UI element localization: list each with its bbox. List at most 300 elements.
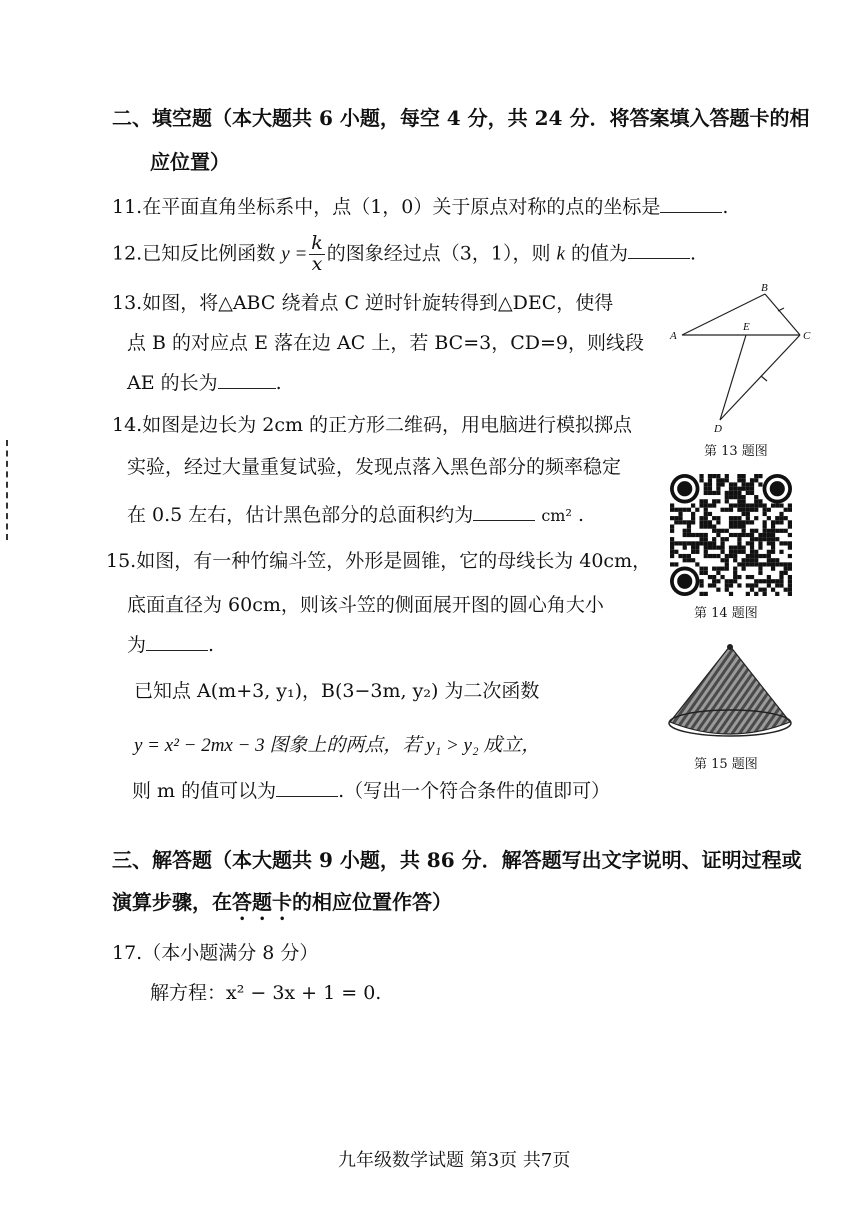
qr-module <box>691 503 695 507</box>
qr-module <box>695 546 699 550</box>
qr-module <box>750 550 754 554</box>
qr-module <box>712 499 716 503</box>
segment-CD <box>720 335 800 420</box>
section3-text-a: 演算步骤，在 <box>112 890 232 914</box>
qr-module <box>746 491 750 495</box>
qr-module <box>704 541 708 545</box>
qr-module <box>683 508 687 512</box>
qr-module <box>683 520 687 524</box>
qr-module <box>699 567 703 571</box>
qr-module <box>708 491 712 495</box>
qr-module <box>788 546 792 550</box>
qr-module <box>716 482 720 486</box>
qr-module <box>712 491 716 495</box>
qr-module <box>704 567 708 571</box>
answer-blank-16 <box>276 795 338 797</box>
qr-module <box>704 537 708 541</box>
qr-module <box>708 482 712 486</box>
question-11-text: 11.在平面直角坐标系中，点（1，0）关于原点对称的点的坐标是 <box>112 196 661 218</box>
qr-module <box>742 533 746 537</box>
question-12-variable: k <box>556 243 565 265</box>
qr-module <box>746 516 750 520</box>
qr-module <box>788 524 792 528</box>
qr-module <box>737 533 741 537</box>
qr-module <box>767 533 771 537</box>
qr-module <box>763 562 767 566</box>
qr-module <box>725 537 729 541</box>
qr-module <box>737 516 741 520</box>
qr-module <box>704 550 708 554</box>
qr-module <box>716 516 720 520</box>
qr-module <box>742 508 746 512</box>
qr-module <box>767 541 771 545</box>
qr-module <box>788 541 792 545</box>
qr-module <box>733 482 737 486</box>
qr-module <box>779 516 783 520</box>
qr-module <box>771 503 775 507</box>
qr-module <box>720 482 724 486</box>
question-14-text: 在 0.5 左右，估计黑色部分的总面积约为 <box>127 504 474 526</box>
answer-blank-13 <box>218 387 276 389</box>
qr-module <box>771 520 775 524</box>
qr-module <box>716 579 720 583</box>
qr-module <box>775 516 779 520</box>
qr-module <box>742 529 746 533</box>
qr-module <box>742 474 746 478</box>
qr-module <box>779 579 783 583</box>
qr-module <box>737 478 741 482</box>
qr-module <box>729 546 733 550</box>
qr-module <box>729 524 733 528</box>
question-12-text-2: 的值为 <box>571 242 629 265</box>
qr-module <box>725 478 729 482</box>
qr-module <box>763 533 767 537</box>
qr-module <box>725 579 729 583</box>
qr-module <box>775 537 779 541</box>
qr-module <box>712 537 716 541</box>
figure-15-bamboo-hat <box>664 640 796 750</box>
qr-module <box>733 550 737 554</box>
qr-module <box>699 516 703 520</box>
qr-module <box>758 571 762 575</box>
question-14-line2: 实验，经过大量重复试验，发现点落入黑色部分的频率稳定 <box>127 456 622 478</box>
qr-module <box>784 508 788 512</box>
qr-module <box>750 541 754 545</box>
question-12-prefix: 12.已知反比例函数 <box>112 242 276 265</box>
qr-module <box>674 562 678 566</box>
figure-13-triangles <box>668 280 818 435</box>
qr-module <box>729 550 733 554</box>
qr-module <box>716 487 720 491</box>
qr-module <box>720 529 724 533</box>
qr-module <box>737 503 741 507</box>
qr-module <box>771 524 775 528</box>
qr-module <box>754 503 758 507</box>
qr-module <box>763 508 767 512</box>
qr-module <box>750 508 754 512</box>
qr-module <box>699 499 703 503</box>
qr-module <box>775 562 779 566</box>
qr-module <box>771 533 775 537</box>
qr-module <box>763 524 767 528</box>
qr-module <box>687 529 691 533</box>
qr-module <box>699 520 703 524</box>
qr-module <box>779 512 783 516</box>
qr-module <box>754 554 758 558</box>
qr-module <box>754 537 758 541</box>
qr-module <box>763 512 767 516</box>
question-15-end: . <box>208 634 215 656</box>
qr-module <box>771 588 775 592</box>
qr-module <box>670 554 674 558</box>
qr-module <box>729 554 733 558</box>
qr-module <box>754 499 758 503</box>
qr-module <box>737 495 741 499</box>
question-12 <box>112 234 696 275</box>
qr-module <box>746 554 750 558</box>
qr-module <box>775 503 779 507</box>
qr-module <box>788 575 792 579</box>
fraction-numerator: k <box>311 232 323 254</box>
qr-module <box>763 554 767 558</box>
qr-module <box>725 562 729 566</box>
qr-module <box>763 520 767 524</box>
qr-module <box>712 474 716 478</box>
qr-module <box>674 541 678 545</box>
section3-text-c: 的相应位置作答） <box>292 890 452 914</box>
qr-module <box>746 508 750 512</box>
qr-module <box>779 571 783 575</box>
qr-module <box>678 541 682 545</box>
qr-module <box>683 558 687 562</box>
question-17-body: 解方程：x² − 3x + 1 = 0. <box>150 982 382 1004</box>
qr-module <box>737 537 741 541</box>
qr-module <box>733 503 737 507</box>
qr-module <box>695 550 699 554</box>
qr-module <box>742 495 746 499</box>
question-13-line3 <box>127 374 282 393</box>
qr-module <box>699 474 703 478</box>
qr-module <box>750 554 754 558</box>
qr-module <box>733 571 737 575</box>
qr-module <box>758 537 762 541</box>
qr-module <box>784 529 788 533</box>
qr-module <box>699 541 703 545</box>
qr-module <box>750 503 754 507</box>
qr-module <box>699 533 703 537</box>
qr-module <box>754 550 758 554</box>
qr-module <box>712 567 716 571</box>
qr-module <box>750 575 754 579</box>
qr-module <box>754 529 758 533</box>
qr-module <box>712 583 716 587</box>
qr-module <box>670 503 674 507</box>
qr-module <box>683 554 687 558</box>
qr-module <box>725 499 729 503</box>
question-13-line1: 13.如图，将△ABC 绕着点 C 逆时针旋转得到△DEC，使得 <box>112 292 614 314</box>
qr-module <box>704 503 708 507</box>
qr-module <box>683 541 687 545</box>
qr-module <box>678 512 682 516</box>
qr-module <box>729 579 733 583</box>
qr-module <box>767 554 771 558</box>
qr-module <box>742 487 746 491</box>
qr-module <box>763 588 767 592</box>
qr-finder-pattern <box>770 481 785 496</box>
qr-module <box>771 546 775 550</box>
qr-module <box>758 541 762 545</box>
qr-module <box>729 533 733 537</box>
qr-module <box>754 592 758 596</box>
qr-module <box>691 520 695 524</box>
qr-module <box>767 558 771 562</box>
answer-blank-11 <box>660 211 722 213</box>
qr-module <box>725 529 729 533</box>
qr-module <box>733 554 737 558</box>
answer-blank-14 <box>473 519 535 521</box>
qr-module <box>716 520 720 524</box>
qr-module <box>737 541 741 545</box>
label-D: D <box>714 423 722 435</box>
qr-module <box>678 508 682 512</box>
qr-module <box>784 516 788 520</box>
question-13-line2: 点 B 的对应点 E 落在边 AC 上，若 BC=3，CD=9，则线段 <box>127 332 645 354</box>
fraction-denominator: x <box>311 252 323 275</box>
qr-module <box>754 508 758 512</box>
qr-module <box>699 579 703 583</box>
qr-module <box>691 533 695 537</box>
qr-module <box>758 567 762 571</box>
qr-module <box>788 520 792 524</box>
qr-module <box>678 554 682 558</box>
qr-module <box>742 550 746 554</box>
question-12-function: y = <box>281 243 308 265</box>
qr-module <box>695 562 699 566</box>
qr-module <box>687 533 691 537</box>
qr-module <box>758 579 762 583</box>
qr-module <box>691 541 695 545</box>
page-footer: 九年级数学试题 第3页 共7页 <box>338 1150 571 1171</box>
qr-module <box>670 529 674 533</box>
qr-module <box>708 554 712 558</box>
qr-module <box>725 554 729 558</box>
qr-module <box>788 583 792 587</box>
qr-module <box>691 558 695 562</box>
qr-module <box>788 533 792 537</box>
qr-module <box>733 520 737 524</box>
qr-module <box>758 562 762 566</box>
question-14-line3 <box>127 506 584 525</box>
answer-blank-15 <box>146 649 208 651</box>
qr-module <box>775 583 779 587</box>
qr-module <box>750 529 754 533</box>
qr-module <box>750 588 754 592</box>
qr-module <box>704 520 708 524</box>
qr-module <box>737 499 741 503</box>
qr-module <box>750 562 754 566</box>
qr-module <box>742 499 746 503</box>
qr-module <box>746 503 750 507</box>
qr-module <box>683 533 687 537</box>
qr-module <box>691 546 695 550</box>
qr-module <box>716 474 720 478</box>
qr-module <box>767 516 771 520</box>
qr-module <box>737 583 741 587</box>
qr-module <box>771 529 775 533</box>
qr-module <box>746 520 750 524</box>
qr-module <box>779 529 783 533</box>
qr-module <box>733 575 737 579</box>
qr-module <box>767 575 771 579</box>
qr-module <box>746 541 750 545</box>
qr-module <box>754 579 758 583</box>
qr-module <box>758 533 762 537</box>
segment-AB <box>682 294 765 335</box>
qr-module <box>746 533 750 537</box>
question-15-line1: 15.如图，有一种竹编斗笠，外形是圆锥，它的母线长为 40cm， <box>106 550 652 572</box>
qr-module <box>725 508 729 512</box>
qr-module <box>670 546 674 550</box>
qr-module <box>712 579 716 583</box>
qr-module <box>716 491 720 495</box>
qr-module <box>784 588 788 592</box>
qr-module <box>691 516 695 520</box>
qr-module <box>678 516 682 520</box>
qr-module <box>771 558 775 562</box>
qr-module <box>775 592 779 596</box>
qr-module <box>708 541 712 545</box>
qr-module <box>674 520 678 524</box>
qr-module <box>784 567 788 571</box>
question-16-line3 <box>132 782 610 801</box>
qr-module <box>729 516 733 520</box>
qr-module <box>779 575 783 579</box>
qr-module <box>771 550 775 554</box>
qr-module <box>779 520 783 524</box>
qr-module <box>733 558 737 562</box>
qr-module <box>704 524 708 528</box>
qr-module <box>678 520 682 524</box>
qr-module <box>733 491 737 495</box>
hat-cone <box>670 646 790 734</box>
qr-finder-pattern <box>677 574 692 589</box>
qr-module <box>704 533 708 537</box>
question-16-end: .（写出一个符合条件的值即可） <box>338 780 611 802</box>
qr-module <box>712 546 716 550</box>
qr-module <box>754 562 758 566</box>
qr-module <box>737 550 741 554</box>
qr-module <box>767 583 771 587</box>
qr-module <box>742 503 746 507</box>
qr-module <box>750 558 754 562</box>
qr-module <box>699 583 703 587</box>
qr-module <box>670 516 674 520</box>
qr-module <box>746 482 750 486</box>
qr-module <box>683 529 687 533</box>
label-B: B <box>761 282 768 294</box>
question-13-end: . <box>275 372 282 394</box>
qr-module <box>708 524 712 528</box>
question-16-line2: y = x² − 2mx − 3 图象上的两点，若 y₁ > y₂ 成立， <box>134 735 541 756</box>
qr-module <box>746 583 750 587</box>
qr-module <box>750 491 754 495</box>
qr-module <box>670 537 674 541</box>
qr-module <box>750 482 754 486</box>
qr-module <box>725 588 729 592</box>
qr-module <box>720 558 724 562</box>
qr-module <box>695 508 699 512</box>
qr-module <box>720 567 724 571</box>
qr-module <box>704 499 708 503</box>
qr-module <box>729 583 733 587</box>
qr-module <box>720 508 724 512</box>
qr-module <box>712 554 716 558</box>
label-E: E <box>743 321 750 333</box>
qr-module <box>779 503 783 507</box>
qr-module <box>758 482 762 486</box>
qr-module <box>750 537 754 541</box>
qr-module <box>758 554 762 558</box>
qr-module <box>746 558 750 562</box>
qr-module <box>670 541 674 545</box>
section3-title: 三、解答题（本大题共 9 小题，共 86 分．解答题写出文字说明、证明过程或 <box>112 848 802 872</box>
qr-module <box>737 575 741 579</box>
qr-module <box>725 474 729 478</box>
qr-module <box>779 583 783 587</box>
qr-module <box>712 524 716 528</box>
qr-module <box>737 508 741 512</box>
qr-module <box>779 541 783 545</box>
qr-module <box>737 562 741 566</box>
qr-module <box>754 583 758 587</box>
qr-module <box>767 508 771 512</box>
qr-module <box>708 503 712 507</box>
qr-module <box>704 512 708 516</box>
qr-module <box>788 508 792 512</box>
qr-module <box>763 592 767 596</box>
qr-module <box>763 503 767 507</box>
qr-module <box>771 579 775 583</box>
question-11-end: . <box>722 196 729 218</box>
qr-module <box>687 520 691 524</box>
qr-module <box>729 503 733 507</box>
qr-module <box>750 487 754 491</box>
qr-module <box>742 524 746 528</box>
qr-module <box>720 575 724 579</box>
qr-module <box>670 524 674 528</box>
qr-module <box>691 512 695 516</box>
segment-BC <box>765 294 800 335</box>
qr-module <box>767 562 771 566</box>
answer-blank-12 <box>628 257 690 259</box>
qr-module <box>754 495 758 499</box>
qr-module <box>708 474 712 478</box>
qr-module <box>733 567 737 571</box>
qr-module <box>725 491 729 495</box>
qr-module <box>771 537 775 541</box>
qr-module <box>704 487 708 491</box>
qr-module <box>758 499 762 503</box>
qr-module <box>699 478 703 482</box>
question-14-unit: cm² <box>541 506 572 525</box>
qr-module <box>742 482 746 486</box>
qr-module <box>775 529 779 533</box>
qr-module <box>725 495 729 499</box>
qr-module <box>788 503 792 507</box>
qr-module <box>784 571 788 575</box>
qr-module <box>733 487 737 491</box>
qr-module <box>746 487 750 491</box>
